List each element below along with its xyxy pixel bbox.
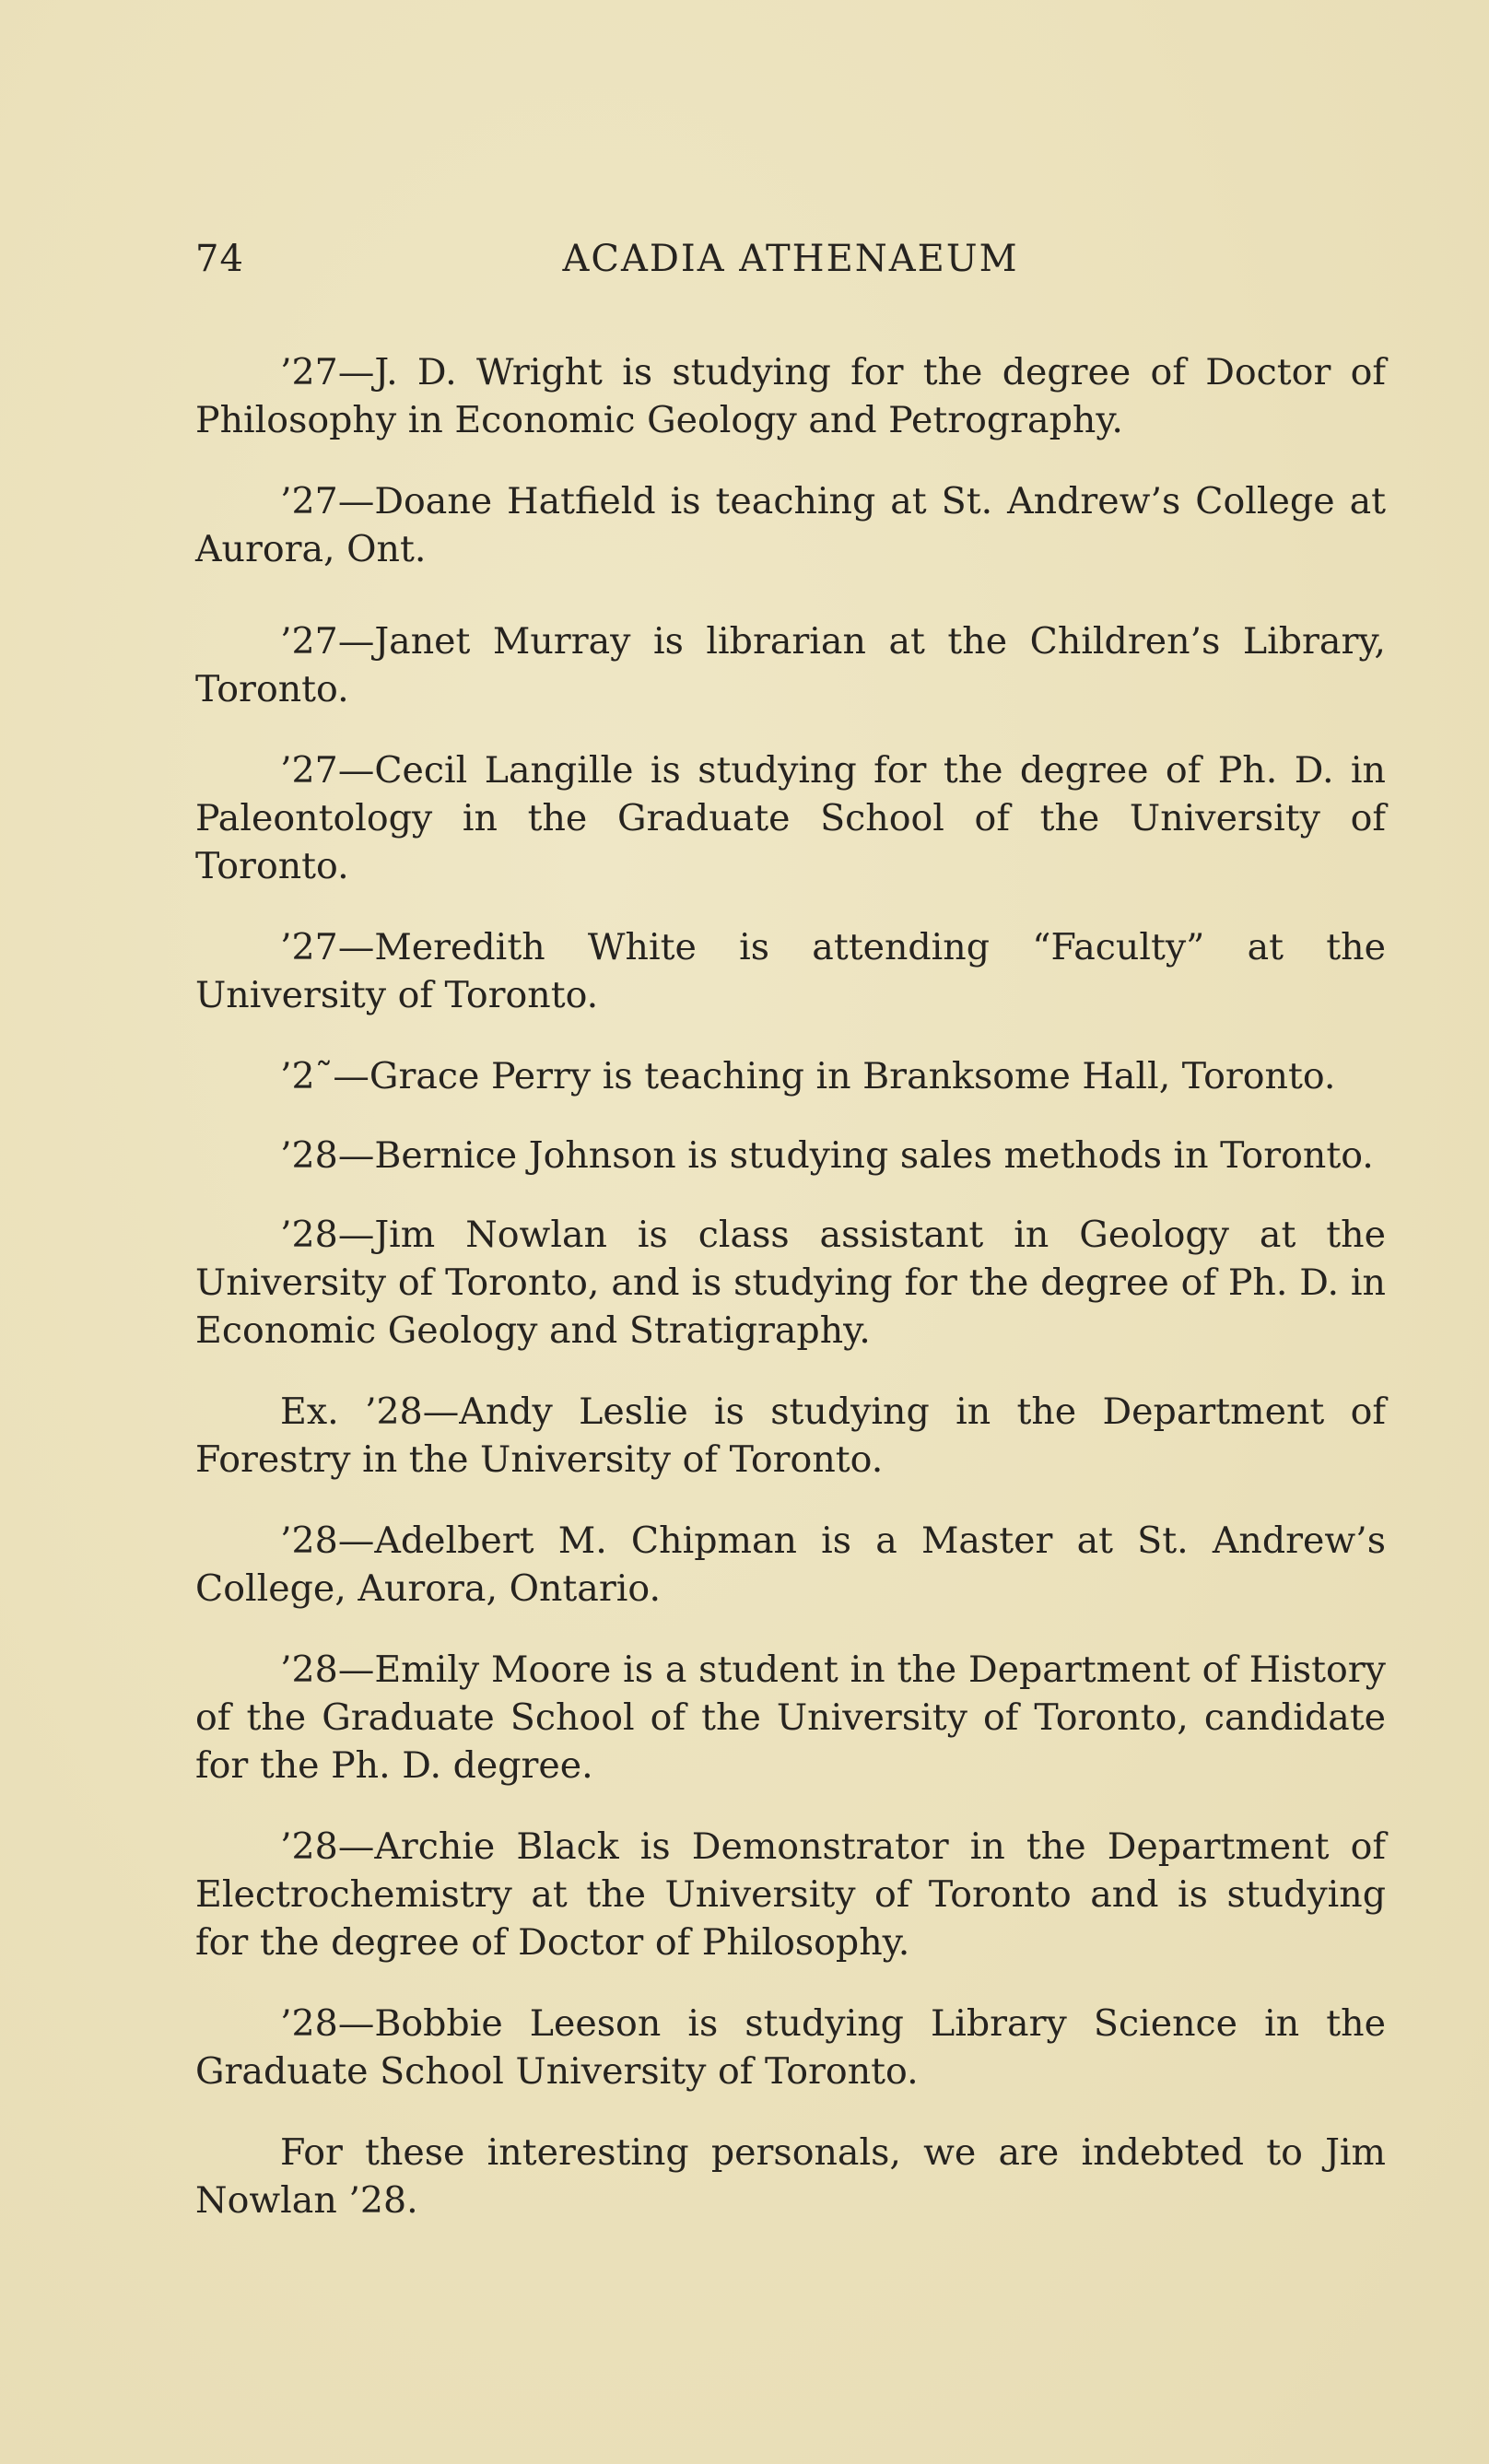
personal-entry-chipman: ’28—Adelbert M. Chipman is a Master at St. Andrew’s College, Aurora, Ontario. [195,1519,1386,1610]
personal-entry-moore: ’28—Emily Moore is a student in the Department of History of the Graduate School of the University of Toronto, candidate for the Ph. D. degree. [195,1649,1386,1787]
personal-entry-hatfield: ’27—Doane Hatfield is teaching at St. Andrew’s College at Aurora, Ont. [195,480,1386,570]
page-number: 74 [195,238,244,280]
personal-entry-black: ’28—Archie Black is Demonstrator in the Department of Electrochemistry at the University of Toronto and is studying for the degree of Doctor of Philosophy. [195,1825,1386,1964]
personal-entry-white: ’27—Meredith White is attending “Faculty” at the University of Toronto. [195,926,1386,1016]
page [195,238,1386,2258]
personal-entry-johnson: ’28—Bernice Johnson is studying sales methods in Toronto. [280,1134,1374,1177]
personals-section [195,348,1386,2224]
personal-entry-murray: ’27—Janet Murray is librarian at the Children’s Library, Toronto. [195,620,1386,710]
personal-entry-perry: ’2˜—Grace Perry is teaching in Branksome Hall, Toronto. [280,1055,1336,1097]
personal-entry-langille: ’27—Cecil Langille is studying for the degree of Ph. D. in Paleontology in the Graduate School of the University of Toronto. [195,749,1386,887]
acknowledgement: For these interesting personals, we are indebted to Jim Nowlan ’28. [195,2131,1386,2222]
personal-entry-leeson: ’28—Bobbie Leeson is studying Library Science in the Graduate School University of Toronto. [195,2002,1386,2093]
personal-entry-nowlan: ’28—Jim Nowlan is class assistant in Geology at the University of Toronto, and is studying for the degree of Ph. D. in Economic Geology and Stratigraphy. [195,1214,1386,1352]
personal-entry-wright: ’27—J. D. Wright is studying for the degree of Doctor of Philosophy in Economic Geology and Petrography. [195,351,1386,441]
journal-title: ACADIA ATHENAEUM [562,238,1019,280]
running-head [195,238,1386,302]
personal-entry-leslie: Ex. ’28—Andy Leslie is studying in the Department of Forestry in the University of Toronto. [195,1390,1386,1481]
